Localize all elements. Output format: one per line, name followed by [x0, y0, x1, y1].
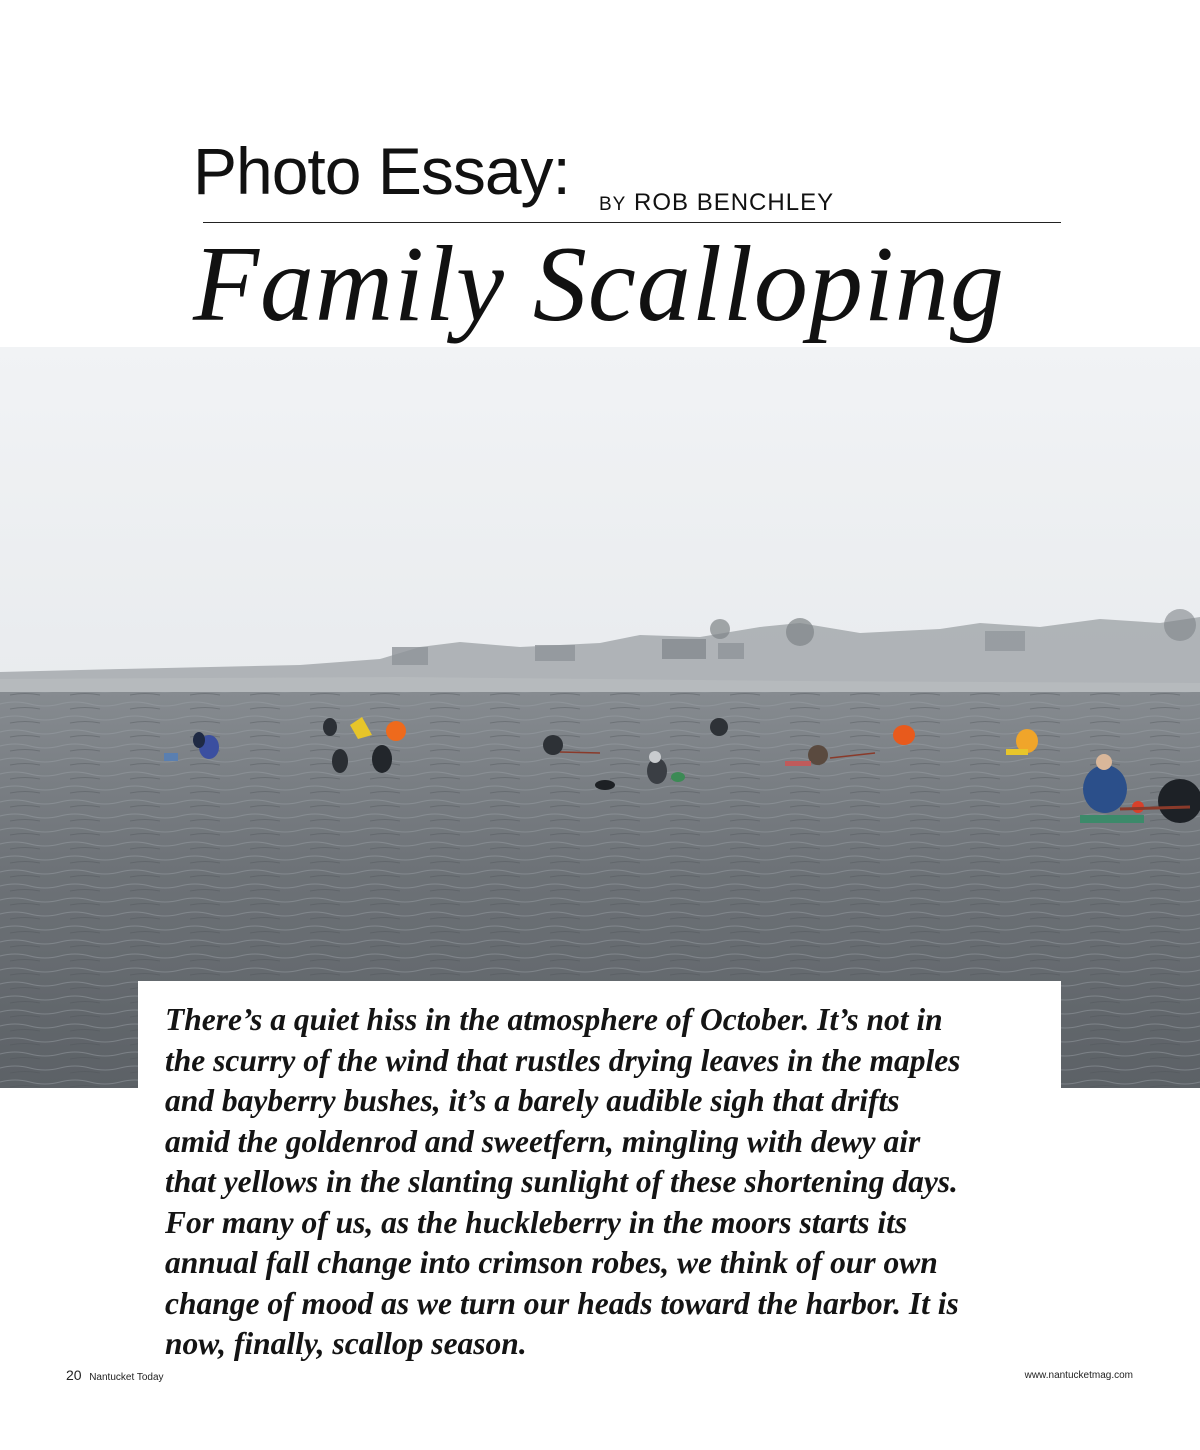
photo-essay-kicker: Photo Essay: [193, 134, 570, 208]
intro-line: For many of us, as the huckleberry in the moors starts its [165, 1204, 908, 1240]
intro-line: amid the goldenrod and sweetfern, mingling with dewy air [165, 1123, 921, 1159]
hero-photo [0, 347, 1200, 1088]
publication-name: Nantucket Today [89, 1372, 164, 1383]
page-number: 20 [66, 1367, 82, 1383]
intro-line: the scurry of the wind that rustles drying leaves in the maples [165, 1042, 961, 1078]
intro-line: change of mood as we turn our heads toward the harbor. It is [165, 1285, 959, 1321]
byline-author: ROB BENCHLEY [634, 189, 835, 216]
page-folio [66, 1367, 164, 1383]
scalloping-photo-illustration [0, 347, 1200, 1088]
header-rule [203, 222, 1061, 223]
footer-url[interactable]: www.nantucketmag.com [1024, 1370, 1133, 1381]
intro-line: There’s a quiet hiss in the atmosphere of October. It’s not in [165, 1002, 943, 1037]
intro-line: and bayberry bushes, it’s a barely audible sigh that drifts [165, 1083, 900, 1118]
intro-line: that yellows in the slanting sunlight of these shortening days. [165, 1164, 958, 1199]
intro-line: now, finally, scallop season. [165, 1326, 527, 1361]
intro-paragraph [165, 1000, 1045, 1365]
byline [599, 189, 834, 217]
article-title: Family Scalloping [193, 225, 1005, 344]
intro-line: annual fall change into crimson robes, we think of our own [165, 1245, 938, 1280]
byline-prefix: BY [599, 194, 627, 215]
